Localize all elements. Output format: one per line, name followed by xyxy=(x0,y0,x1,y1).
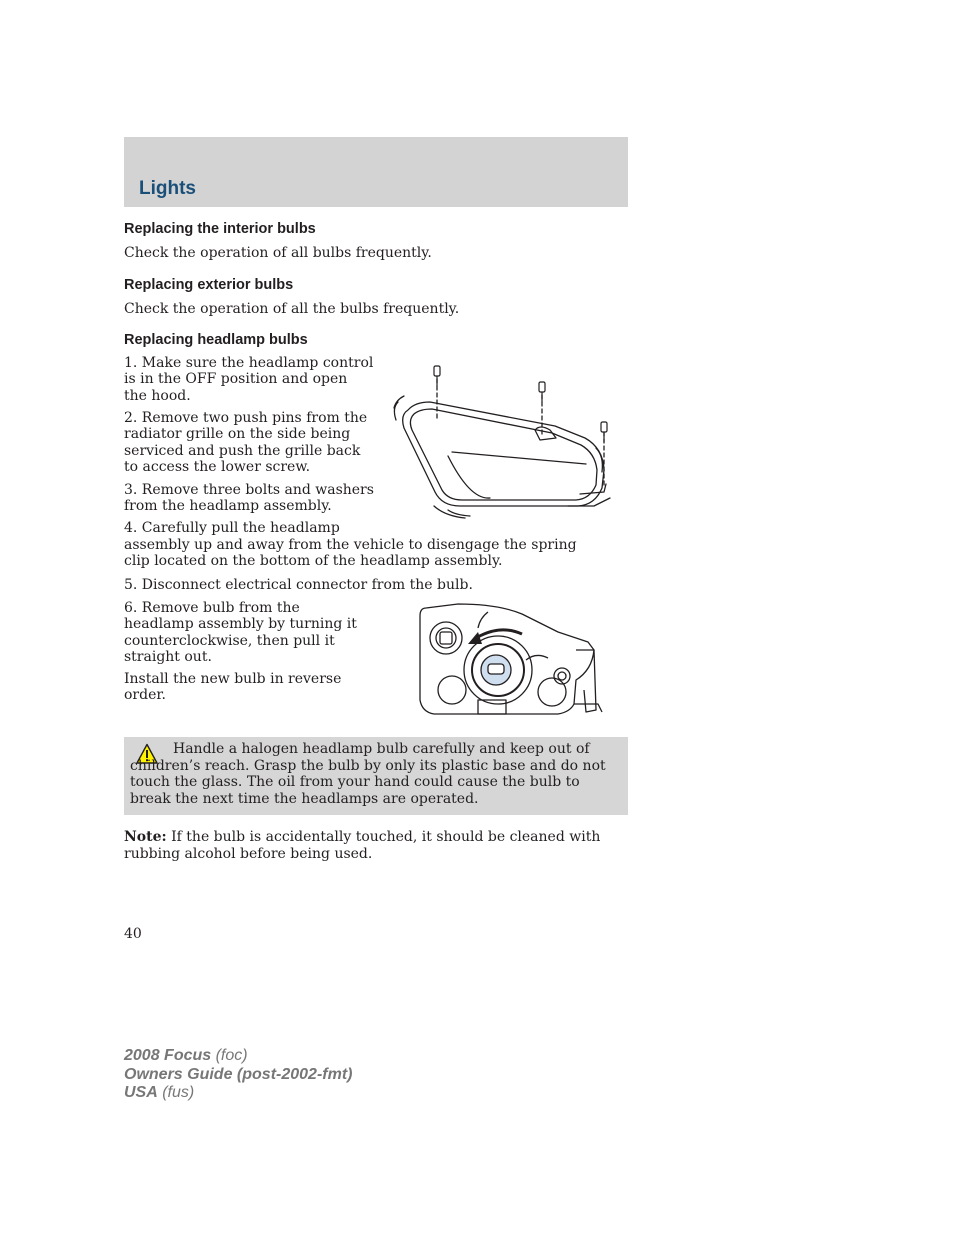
note-label: Note: xyxy=(124,829,167,845)
page-number: 40 xyxy=(124,926,142,942)
footer-market: USA xyxy=(124,1084,158,1102)
note xyxy=(124,829,624,862)
step-2: 2. Remove two push pins from the radiator grille on the side being serviced and push the grille back to access the lower screw. xyxy=(124,410,368,476)
section-title: Lights xyxy=(139,178,196,199)
step-4-continued: assembly up and away from the vehicle to disengage the spring clip located on the bottom of the headlamp assembly. xyxy=(124,537,577,570)
step-3: 3. Remove three bolts and washers from the headlamp assembly. xyxy=(124,482,374,515)
text-interior-bulbs: Check the operation of all bulbs frequently. xyxy=(124,245,432,261)
headlamp-assembly-illustration xyxy=(390,360,620,520)
footer-market-code: (fus) xyxy=(157,1084,195,1102)
footer-model-code: (foc) xyxy=(211,1047,248,1064)
bulb-removal-illustration xyxy=(418,600,604,720)
step-4-line-1: 4. Carefully pull the headlamp xyxy=(124,520,340,536)
document-footer xyxy=(124,1047,352,1103)
warning-text: Handle a halogen headlamp bulb carefully and keep out of children’s reach. Grasp the bulb by only its plastic base and do not touch the glass. The oil from your hand could cause the bulb to break the next time the headlamps are operated. xyxy=(130,741,606,807)
text-exterior-bulbs: Check the operation of all the bulbs frequently. xyxy=(124,301,460,317)
step-1: 1. Make sure the headlamp control is in the OFF position and open the hood. xyxy=(124,355,374,404)
footer-model: 2008 Focus xyxy=(124,1047,212,1064)
install-instruction: Install the new bulb in reverse order. xyxy=(124,671,342,704)
heading-headlamp-bulbs: Replacing headlamp bulbs xyxy=(124,332,308,348)
step-5: 5. Disconnect electrical connector from the bulb. xyxy=(124,577,473,593)
step-6: 6. Remove bulb from the headlamp assembly by turning it counterclockwise, then pull it straight out. xyxy=(124,600,357,666)
note-text: If the bulb is accidentally touched, it should be cleaned with rubbing alcohol before being used. xyxy=(124,829,601,862)
warning-box xyxy=(124,737,628,815)
heading-interior-bulbs: Replacing the interior bulbs xyxy=(124,221,316,237)
footer-guide: Owners Guide (post-2002-fmt) xyxy=(124,1065,353,1083)
section-header-band xyxy=(124,137,628,207)
heading-exterior-bulbs: Replacing exterior bulbs xyxy=(124,277,294,293)
